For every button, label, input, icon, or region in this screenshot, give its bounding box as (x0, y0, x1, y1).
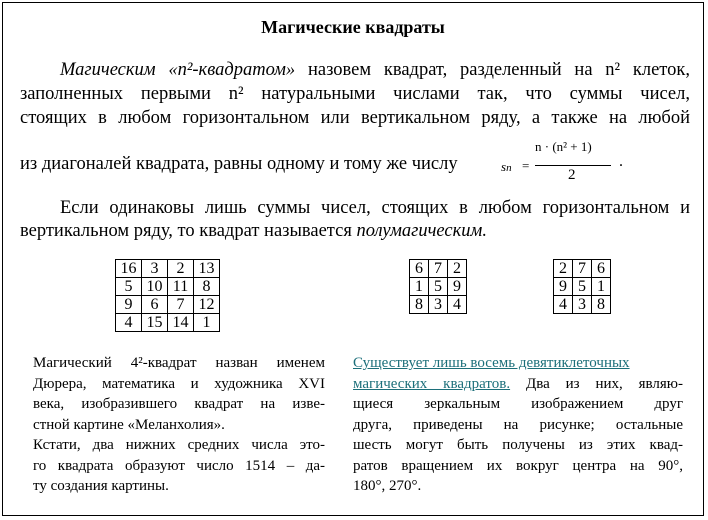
note-line: шесть могут быть получены из этих квад- (353, 437, 683, 453)
formula-denominator: 2 (568, 167, 576, 183)
eight-squares-link-cont[interactable]: магических квадратов. (353, 375, 511, 392)
square-cell: 9 (554, 278, 573, 296)
square-row (410, 278, 467, 296)
square-row (554, 296, 611, 314)
square-cell: 2 (168, 260, 194, 278)
para1-line1 (20, 59, 690, 82)
square-cell: 5 (573, 278, 592, 296)
square-row (116, 314, 220, 332)
square-cell: 1 (592, 278, 611, 296)
square-cell: 8 (592, 296, 611, 314)
fraction-bar (535, 165, 611, 166)
square-cell: 7 (429, 260, 448, 278)
note-line: го квадрата образуют число 1514 – да- (33, 457, 325, 474)
slide (2, 2, 704, 516)
square-cell: 8 (194, 278, 220, 296)
square-cell: 7 (573, 260, 592, 278)
square-cell: 6 (410, 260, 429, 278)
term-semi-magic: полумагическим. (356, 221, 487, 241)
square-cell: 6 (592, 260, 611, 278)
square-cell: 3 (573, 296, 592, 314)
formula-period: . (619, 153, 623, 170)
note-line: магических квадратов. Два из них, являю- (353, 375, 684, 392)
para1-line2: заполненных первыми n² натуральными числами так, что суммы чисел, (20, 84, 690, 104)
eight-squares-link[interactable]: Существует лишь восемь девятиклеточных (353, 355, 630, 371)
square-row (410, 260, 467, 278)
square-row (410, 296, 467, 314)
note-line: стной картине «Меланхолия». (33, 416, 225, 433)
square-cell: 1 (410, 278, 429, 296)
sum-formula (495, 137, 625, 187)
para2-line2: вертикальном ряду, то квадрат называется полумагическим. (20, 221, 487, 241)
magic-square-b (553, 259, 611, 314)
square-cell: 3 (429, 296, 448, 314)
para1-line1-rest: назовем квадрат, разделенный на n² клеток, (307, 60, 691, 80)
square-cell: 4 (554, 296, 573, 314)
square-row (554, 260, 611, 278)
square-cell: 14 (168, 314, 194, 332)
para2-line1: Если одинаковы лишь суммы чисел, стоящих в любом горизонтальном и (60, 198, 690, 218)
square-cell: 2 (448, 260, 467, 278)
term-magic-square: Магическим «n²-квадратом» (60, 60, 296, 80)
square-cell: 16 (116, 260, 142, 278)
square-cell: 8 (410, 296, 429, 314)
square-cell: 9 (448, 278, 467, 296)
square-cell: 1 (194, 314, 220, 332)
square-cell: 15 (142, 314, 168, 332)
square-cell: 4 (448, 296, 467, 314)
square-cell: 11 (168, 278, 194, 296)
note-line: ту создания картины. (33, 478, 169, 494)
square-cell: 13 (194, 260, 220, 278)
note-line: ратов вращением их вокруг центра на 90°, (353, 457, 683, 474)
square-cell: 3 (142, 260, 168, 278)
nine-cell-note (353, 353, 683, 497)
square-cell: 2 (554, 260, 573, 278)
square-cell: 4 (116, 314, 142, 332)
square-row (554, 278, 611, 296)
note-line: щиеся зеркальным изображением друг (353, 396, 683, 412)
square-row (116, 296, 220, 314)
square-cell: 9 (116, 296, 142, 314)
note-line: века, изобразившего квадрат на изве- (33, 396, 325, 412)
durer-note (33, 353, 325, 497)
square-cell: 7 (168, 296, 194, 314)
formula-lhs: sn (501, 159, 512, 174)
note-link-line (353, 353, 683, 374)
square-row (116, 278, 220, 296)
para1-line4: из диагоналей квадрата, равны одному и тому же числу (20, 154, 458, 174)
square-cell: 6 (142, 296, 168, 314)
square-cell: 5 (116, 278, 142, 296)
page-title: Магические квадраты (261, 17, 445, 37)
note-line: Магический 4²-квадрат назван именем (33, 355, 325, 371)
note-line: друга, приведены на рисунке; остальные (353, 416, 683, 433)
note-line: 180°, 270°. (353, 478, 422, 494)
para1-line3: стоящих в любом горизонтальном или вертикальном ряду, а также на любой (20, 108, 690, 128)
durer-square (115, 259, 220, 332)
square-cell: 5 (429, 278, 448, 296)
note-line: Кстати, два нижних средних числа это- (33, 437, 325, 453)
note-line: Дюрера, математика и художника XVI (33, 375, 325, 392)
square-cell: 12 (194, 296, 220, 314)
square-cell: 10 (142, 278, 168, 296)
magic-square-a (409, 259, 467, 314)
formula-equals: = (522, 158, 530, 173)
formula-numerator: n · (n² + 1) (535, 139, 592, 154)
square-row (116, 260, 220, 278)
